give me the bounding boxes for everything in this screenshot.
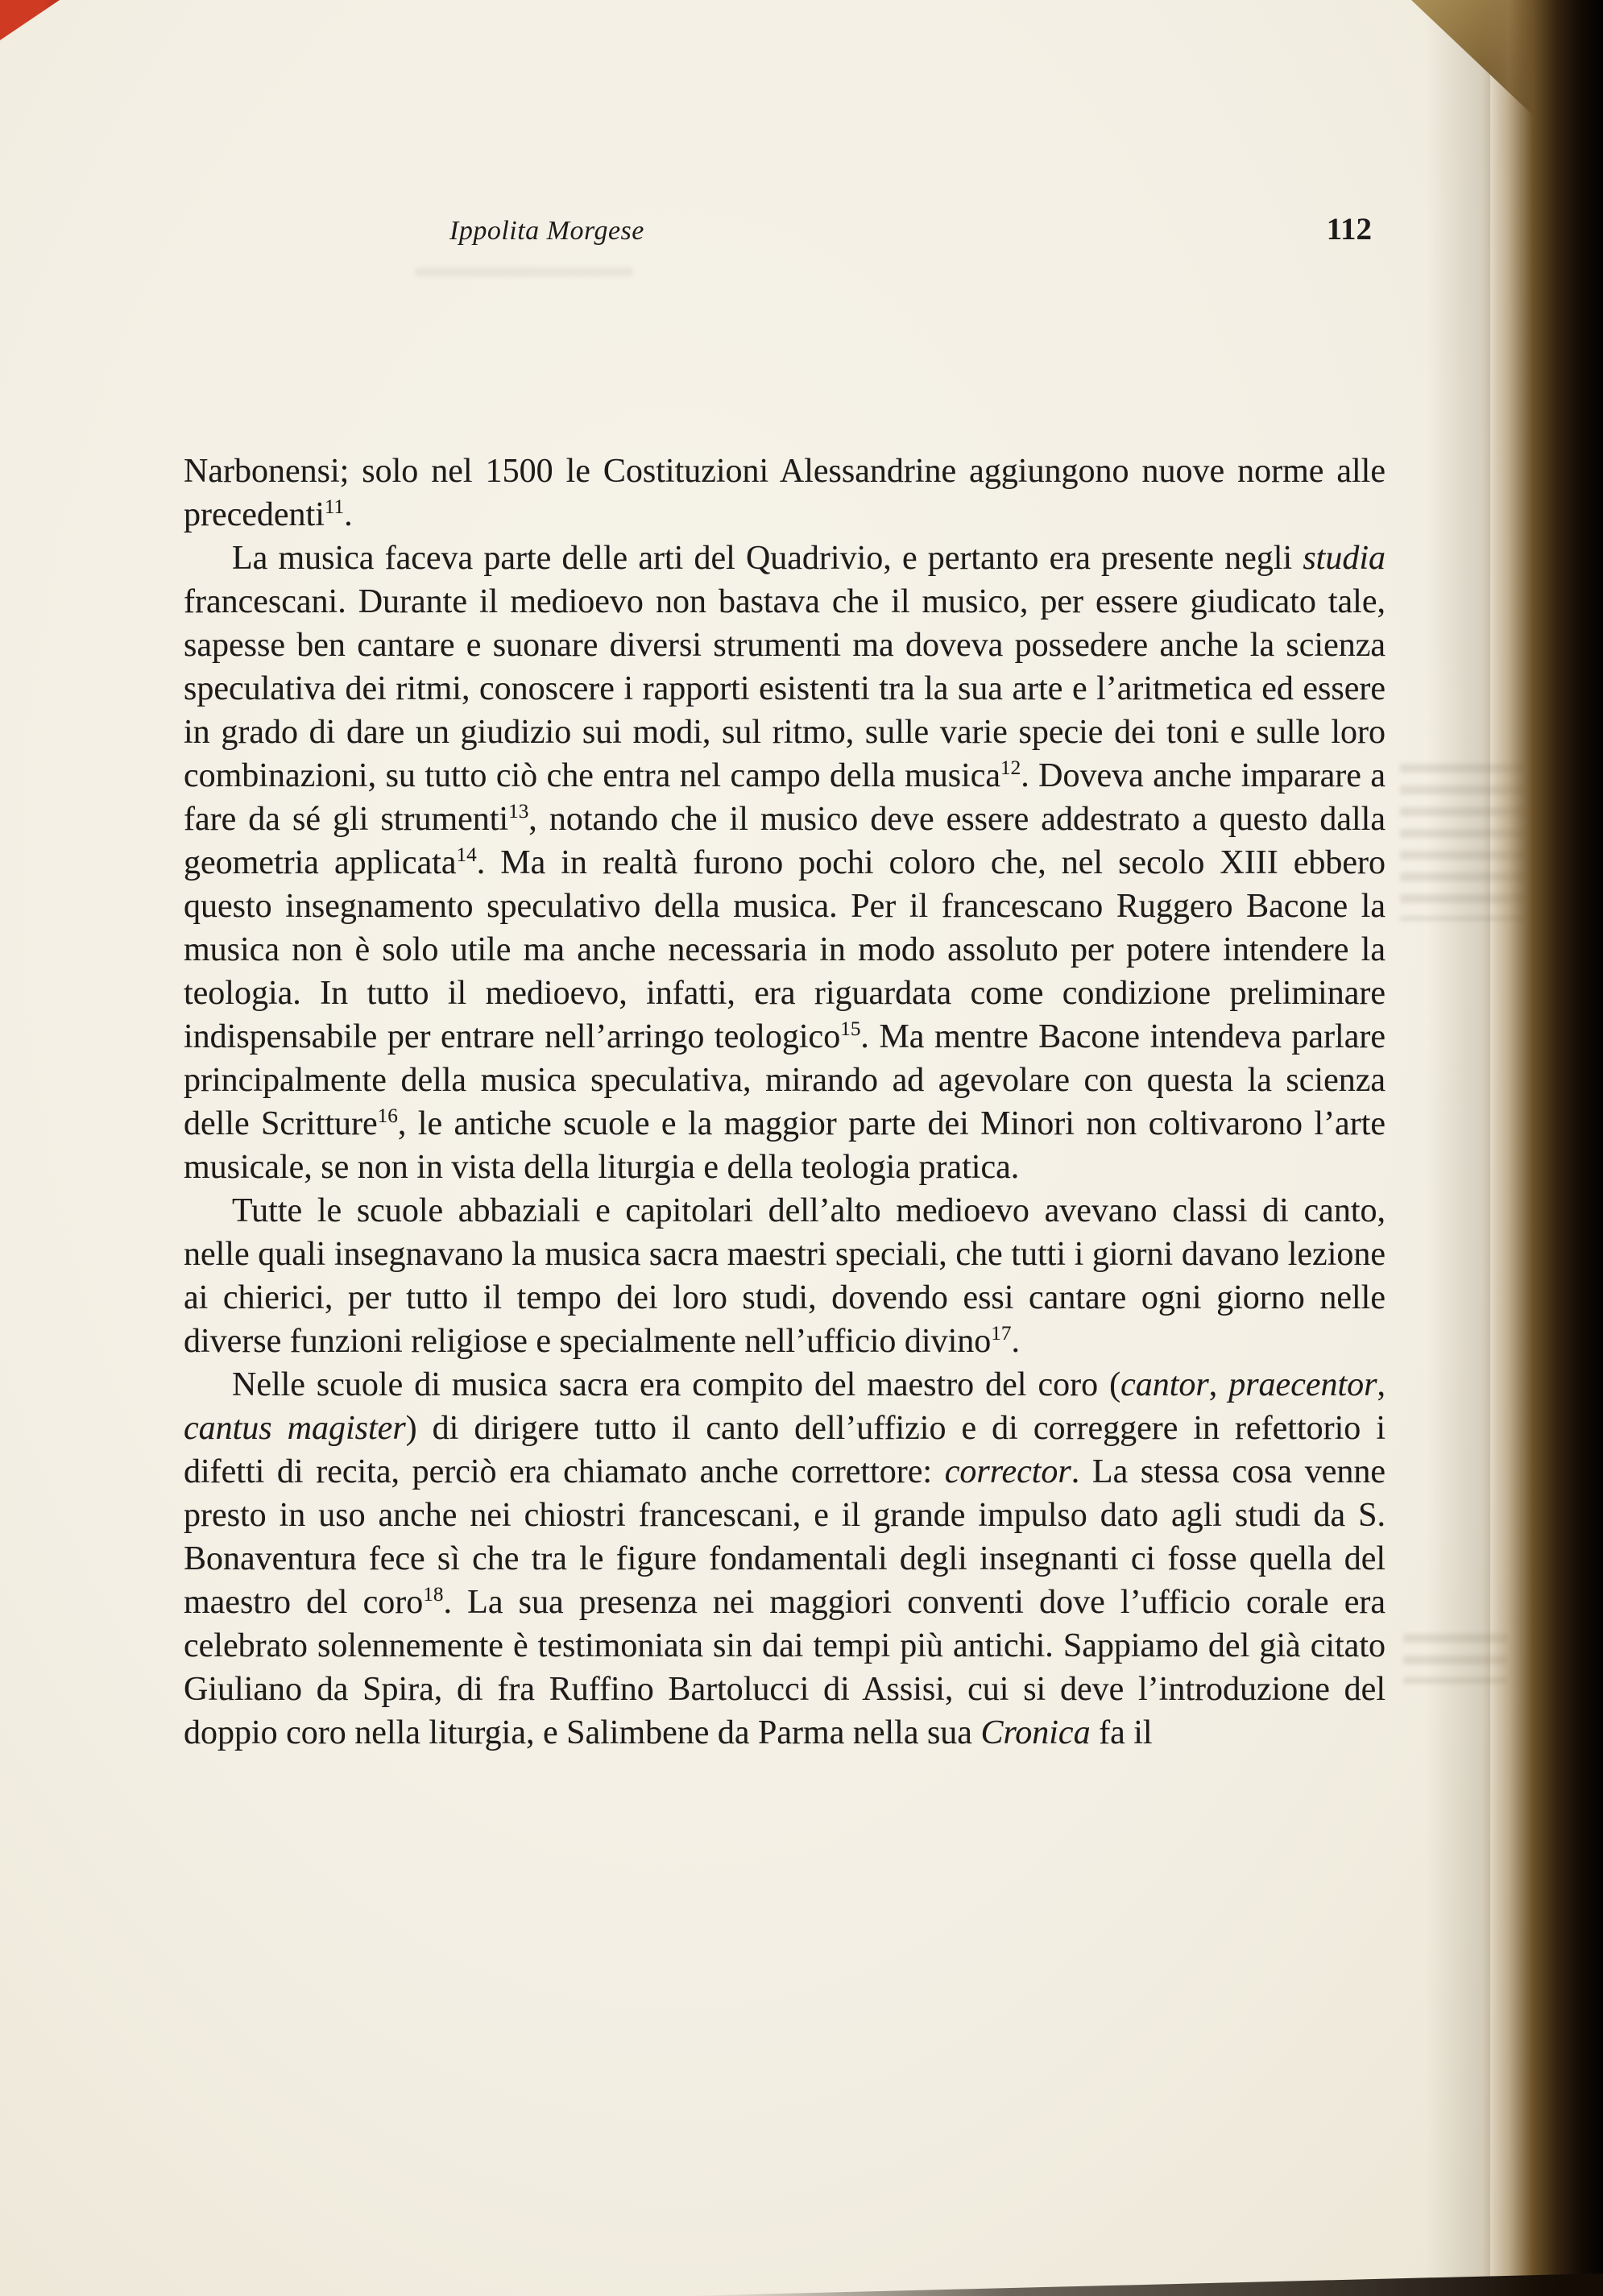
page-edge-shadow bbox=[1426, 0, 1490, 2296]
italic-text: corrector bbox=[944, 1453, 1071, 1490]
text-segment: , bbox=[1208, 1366, 1229, 1403]
running-title: Ippolita Morgese bbox=[449, 216, 644, 246]
text-segment: La musica faceva parte delle arti del Quadrivio, e pertanto era presente negli bbox=[232, 540, 1303, 577]
paragraph bbox=[184, 1189, 1386, 1363]
footnote-reference: 17 bbox=[991, 1323, 1012, 1345]
footnote-reference: 13 bbox=[508, 801, 529, 823]
text-segment: Narbonensi; solo nel 1500 le Costituzioni Alessandrine aggiungono nuove norme alle precedenti bbox=[184, 453, 1386, 533]
text-segment: Nelle scuole di musica sacra era compito del maestro del coro ( bbox=[232, 1366, 1121, 1403]
italic-text: cantus magister bbox=[184, 1410, 406, 1447]
footnote-reference: 11 bbox=[324, 496, 345, 518]
italic-text: Cronica bbox=[980, 1714, 1091, 1751]
text-segment: . Doveva anche imparare a fare da sé gli strumenti bbox=[184, 757, 1386, 838]
text-segment: francescani. Durante il medioevo non bastava che il musico, per essere giudicato tale, sapesse ben cantare e suonare diversi strumenti ma doveva possedere anche la scienza speculativa dei ritmi, conoscere i rapporti esistenti tra la sua arte e l’aritmetica ed essere in grado di dare un giudizio sui modi, sul ritmo, sulle varie specie dei toni e sulle loro combinazioni, su tutto ciò che entra nel campo della musica bbox=[184, 583, 1386, 794]
page-body bbox=[184, 450, 1386, 1755]
text-segment: , notando che il musico deve essere addestrato a questo dalla geometria applicata bbox=[184, 801, 1386, 881]
bleed-through-text bbox=[415, 267, 632, 288]
text-segment: fa il bbox=[1090, 1714, 1153, 1751]
text-segment: , le antiche scuole e la maggior parte dei Minori non coltivarono l’arte musicale, se non in vista della liturgia e della teologia pratica. bbox=[184, 1105, 1386, 1186]
text-segment: ) di dirigere tutto il canto dell’uffizio e di correggere in refettorio i difetti di recita, perciò era chiamato anche correttore: bbox=[184, 1410, 1386, 1490]
italic-text: cantor bbox=[1120, 1366, 1209, 1403]
text-segment: . Ma in realtà furono pochi coloro che, nel secolo XIII ebbero questo insegnamento speculativo della musica. Per il francescano Ruggero Bacone la musica non è solo utile ma anche necessaria in modo assoluto per potere intendere la teologia. In tutto il medioevo, infatti, era riguardata come condizione preliminare indispensabile per entrare nell’arringo teologico bbox=[184, 844, 1386, 1055]
red-corner-mark bbox=[0, 0, 60, 40]
book-binding-edge bbox=[1482, 0, 1603, 2296]
text-segment: . Ma mentre Bacone intendeva parlare principalmente della musica speculativa, mirando ad agevolare con questa la scienza delle Scritture bbox=[184, 1018, 1386, 1142]
text-segment: . bbox=[1011, 1323, 1020, 1360]
italic-text: praecentor bbox=[1228, 1366, 1377, 1403]
footnote-reference: 18 bbox=[423, 1584, 444, 1606]
text-segment: . La sua presenza nei maggiori conventi dove l’ufficio corale era celebrato solennemente è testimoniata sin dai tempi più antichi. Sappiamo del già citato Giuliano da Spira, di fra Ruffino Bartolucci di Assisi, cui si deve l’introduzione del doppio coro nella liturgia, e Salimbene da Parma nella sua bbox=[184, 1584, 1386, 1751]
text-segment: , bbox=[1377, 1366, 1386, 1403]
text-segment: Tutte le scuole abbaziali e capitolari dell’alto medioevo avevano classi di canto, nelle quali insegnavano la musica sacra maestri speciali, che tutti i giorni davano lezione ai chierici, per tutto il tempo dei loro studi, dovendo essi cantare ogni giorno nelle diverse funzioni religiose e specialmente nell’ufficio divino bbox=[184, 1192, 1386, 1360]
paragraph bbox=[184, 450, 1386, 537]
footnote-reference: 16 bbox=[377, 1105, 398, 1127]
footnote-reference: 14 bbox=[456, 844, 477, 866]
text-segment: . La stessa cosa venne presto in uso anche nei chiostri francescani, e il grande impulso dato agli studi da S. Bonaventura fece sì che tra le figure fondamentali degli insegnanti ci fosse quella del maestro del coro bbox=[184, 1453, 1386, 1621]
footnote-reference: 15 bbox=[840, 1018, 861, 1040]
paragraph bbox=[184, 537, 1386, 1189]
page-number: 112 bbox=[1326, 212, 1372, 247]
paragraph bbox=[184, 1363, 1386, 1755]
italic-text: studia bbox=[1303, 540, 1386, 577]
text-segment: . bbox=[344, 496, 353, 533]
footnote-reference: 12 bbox=[1000, 757, 1021, 779]
